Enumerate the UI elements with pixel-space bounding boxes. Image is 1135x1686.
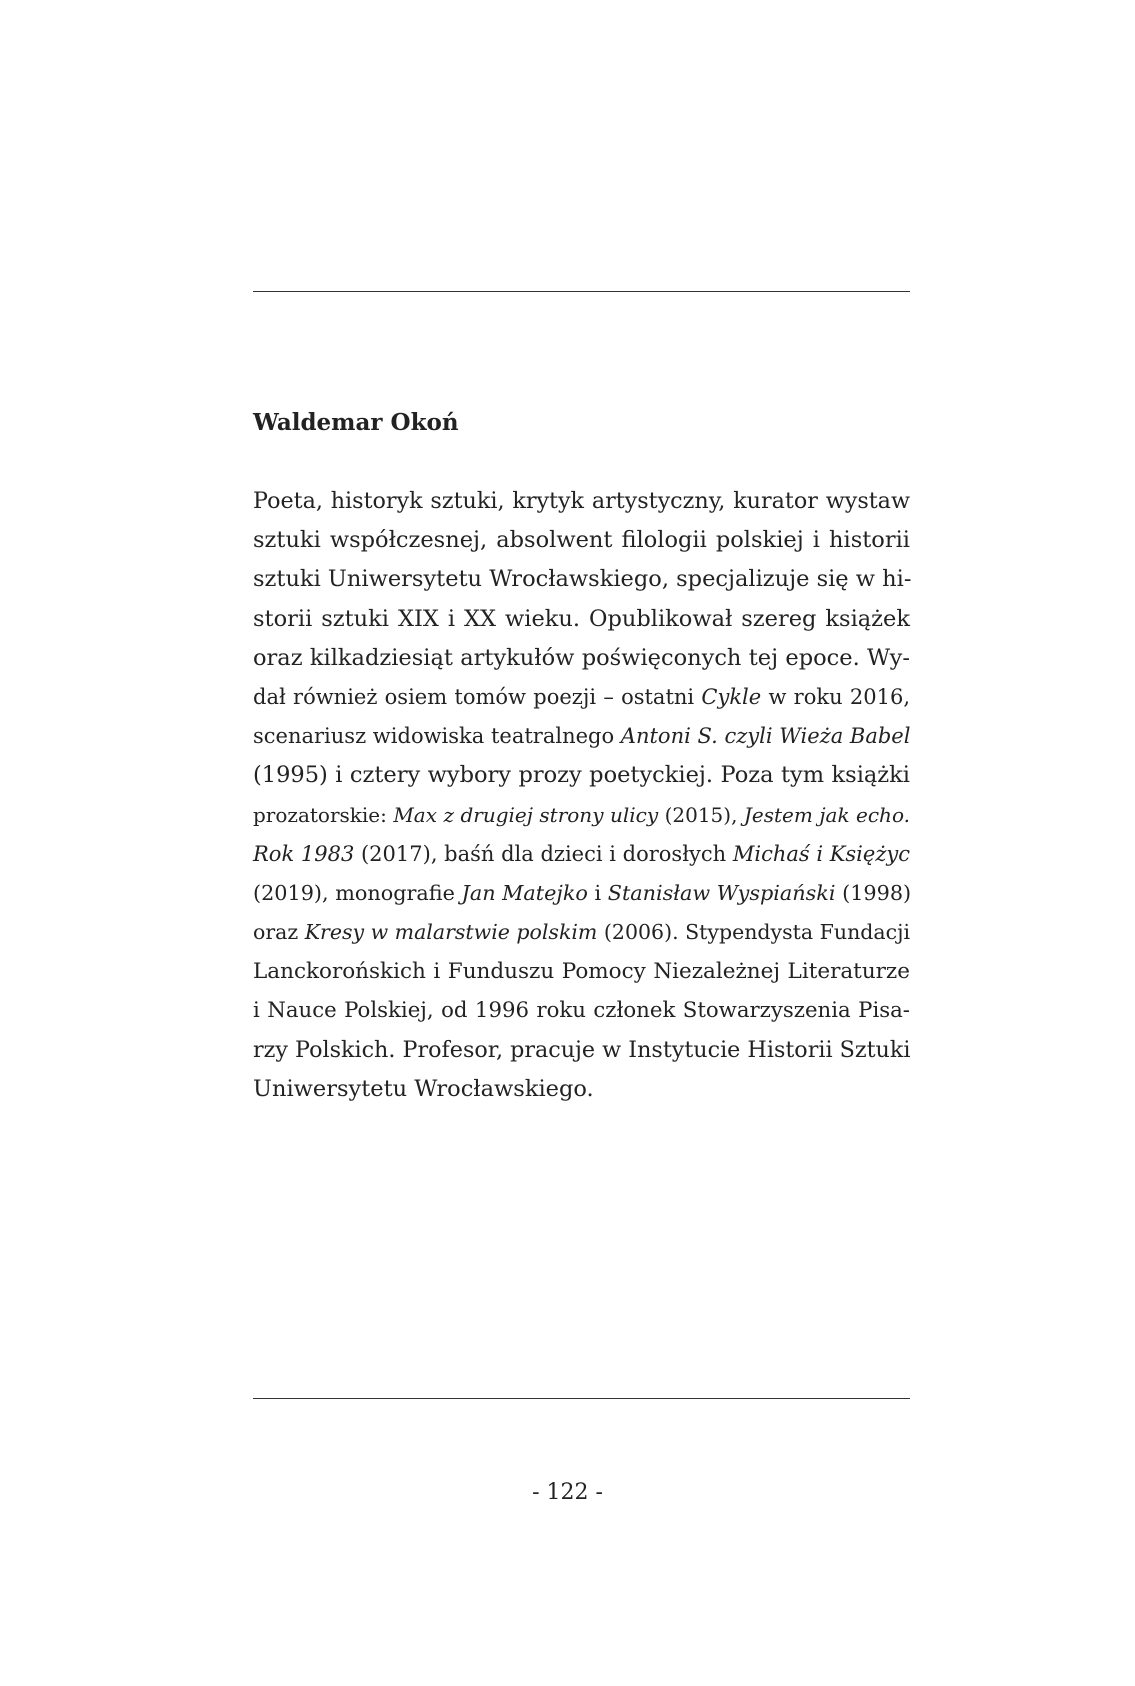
bio-line [253,1070,910,1109]
bio-text: oraz kilkadziesiąt artykułów poświęconych tej epoce. Wy- [253,644,910,671]
bio-line [253,1031,910,1070]
bio-text: (2017), baśń dla dzieci i dorosłych [354,841,733,866]
bio-title-italic: Max z drugiej strony ulicy [393,802,659,827]
bio-text: sztuki Uniwersytetu Wrocławskiego, specjalizuje się w hi- [253,566,912,593]
bio-title-italic: Antoni S. czyli Wieża Babel [620,724,911,749]
bio-line [253,796,910,835]
bio-text: (2015), [658,802,744,827]
bio-line [253,913,910,952]
bio-title-italic: Cykle [701,684,762,709]
bio-text: w roku 2016, [761,684,910,709]
bio-title-italic: Kresy w malarstwie polskim [304,920,598,945]
bio-line [253,835,910,874]
bio-title-italic: Rok 1983 [253,841,355,866]
bio-text: (2006). Stypendysta Fundacji [597,920,911,945]
bio-line [253,717,910,756]
bio-line [253,600,910,639]
bio-title-italic: Stanisław Wyspiański [607,880,836,905]
bio-title-italic: Jestem jak echo. [743,802,910,827]
bio-text: sztuki współczesnej, absolwent filologii polskiej i historii [253,527,910,554]
page-number: - 122 - [532,1480,603,1505]
bio-text: oraz [253,920,305,945]
author-name: Waldemar Okoń [253,409,459,436]
bio-text: (2019), monografie [253,880,462,905]
bio-text: (1995) i cztery wybory prozy poetyckiej. Poza tym książki [253,762,910,789]
bio-line [253,482,910,521]
bottom-divider [253,1398,910,1399]
author-biography [253,482,910,1109]
top-divider [253,291,910,292]
bio-line [253,678,910,717]
bio-text: storii sztuki XIX i XX wieku. Opublikował szereg książek [253,605,910,632]
bio-text: scenariusz widowiska teatralnego [253,724,621,749]
bio-line [253,639,910,678]
bio-text: rzy Polskich. Profesor, pracuje w Instytucie Historii Sztuki [253,1036,911,1063]
bio-line [253,756,910,795]
bio-text: i [587,880,608,905]
bio-text: Poeta, historyk sztuki, krytyk artystyczny, kurator wystaw [253,488,910,514]
bio-text: dał również osiem tomów poezji – ostatni [253,684,702,709]
bio-text: prozatorskie: [253,802,394,827]
bio-title-italic: Michaś i Księżyc [732,841,911,866]
bio-line [253,952,910,991]
bio-text: (1998) [835,880,912,905]
bio-line [253,874,910,913]
bio-text: i Nauce Polskiej, od 1996 roku członek Stowarzyszenia Pisa- [253,998,910,1024]
bio-title-italic: Jan Matejko [461,880,588,905]
bio-text: Uniwersytetu Wrocławskiego. [253,1075,594,1102]
bio-text: Lanckorońskich i Funduszu Pomocy Niezależnej Literaturze [253,959,910,985]
bio-line [253,991,910,1030]
bio-line [253,560,910,599]
bio-line [253,521,910,560]
